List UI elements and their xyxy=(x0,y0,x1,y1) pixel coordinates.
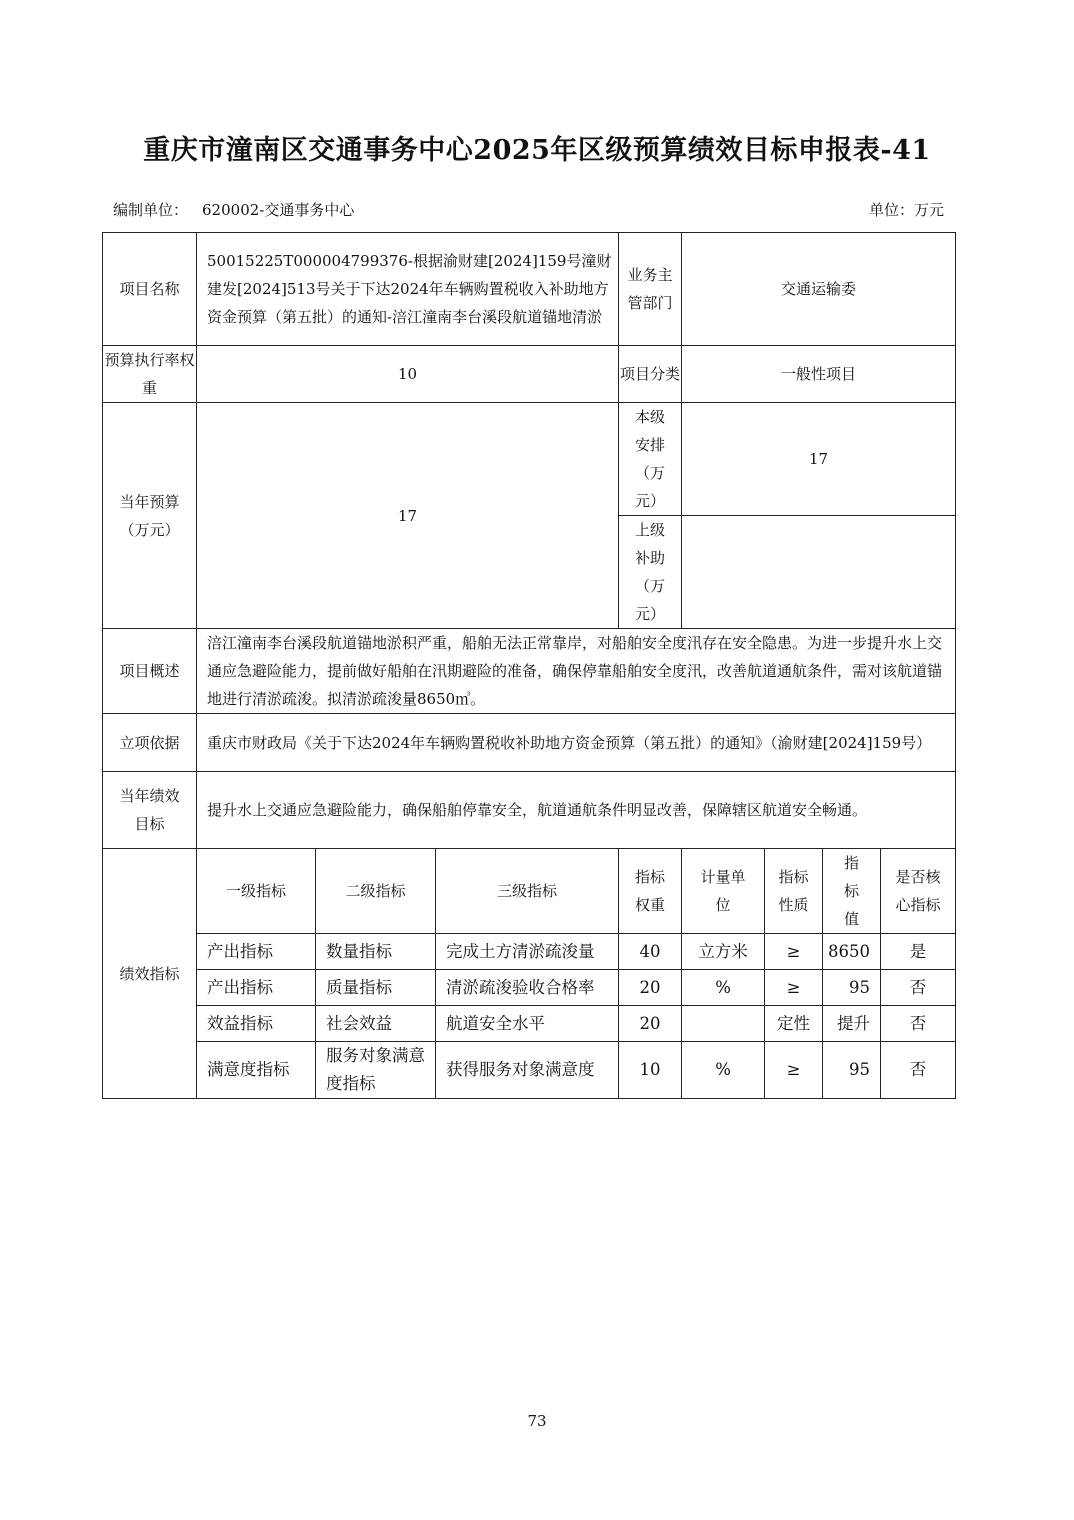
perf-l2: 服务对象满意度指标 xyxy=(316,1042,436,1099)
perf-l1: 产出指标 xyxy=(197,934,316,970)
perf-core: 否 xyxy=(881,1042,956,1099)
perf-header-nature: 指标性质 xyxy=(765,849,823,934)
perf-unit xyxy=(682,1006,765,1042)
perf-label: 绩效指标 xyxy=(103,849,197,1099)
basis-row xyxy=(103,714,956,772)
perf-l3: 完成土方清淤疏浚量 xyxy=(436,934,619,970)
page-number: 73 xyxy=(527,1412,547,1430)
unit-label: 编制单位： xyxy=(113,201,189,219)
unit-value: 620002-交通事务中心 xyxy=(202,201,355,219)
perf-l1: 产出指标 xyxy=(197,970,316,1006)
perf-value: 95 xyxy=(823,970,881,1006)
perf-l2: 质量指标 xyxy=(316,970,436,1006)
dept-label: 业务主管部门 xyxy=(619,233,682,346)
page-title: 重庆市潼南区交通事务中心2025年区级预算绩效目标申报表-41 xyxy=(143,135,931,166)
perf-l2: 社会效益 xyxy=(316,1006,436,1042)
project-name-label: 项目名称 xyxy=(103,233,197,346)
perf-weight: 20 xyxy=(619,1006,682,1042)
perf-weight: 20 xyxy=(619,970,682,1006)
dept-value: 交通运输委 xyxy=(682,233,956,346)
overview-row xyxy=(103,629,956,714)
goal-row xyxy=(103,772,956,849)
perf-weight: 40 xyxy=(619,934,682,970)
budget-value: 17 xyxy=(197,403,619,629)
perf-l3: 获得服务对象满意度 xyxy=(436,1042,619,1099)
perf-core: 否 xyxy=(881,970,956,1006)
perf-core: 否 xyxy=(881,1006,956,1042)
perf-unit: 立方米 xyxy=(682,934,765,970)
basis-label: 立项依据 xyxy=(103,714,197,772)
overview-value: 涪江潼南李台溪段航道锚地淤积严重，船舶无法正常靠岸，对船舶安全度汛存在安全隐患。为进一步提升水上交通应急避险能力，提前做好船舶在汛期避险的准备，确保停靠船舶安全度汛，改善航道通航条件，需对该航道锚地进行清淤疏浚。拟清淤疏浚量8650㎥。 xyxy=(197,629,956,714)
perf-value: 提升 xyxy=(823,1006,881,1042)
perf-value: 8650 xyxy=(823,934,881,970)
table-row xyxy=(103,934,956,970)
perf-l1: 效益指标 xyxy=(197,1006,316,1042)
perf-weight: 10 xyxy=(619,1042,682,1099)
budget-table xyxy=(102,232,956,1099)
budget-row xyxy=(103,403,956,516)
table-row xyxy=(103,1006,956,1042)
local-value: 17 xyxy=(682,403,956,516)
perf-header-core: 是否核心指标 xyxy=(881,849,956,934)
project-name-value: 50015225T000004799376-根据渝财建[2024]159号潼财建发[2024]513号关于下达2024年车辆购置税收入补助地方资金预算（第五批）的通知-涪江潼南李台溪段航道锚地清淤 xyxy=(197,233,619,346)
category-label: 项目分类 xyxy=(619,346,682,403)
perf-header-weight: 指标权重 xyxy=(619,849,682,934)
subsidy-value xyxy=(682,516,956,629)
perf-unit: % xyxy=(682,1042,765,1099)
table-row xyxy=(103,970,956,1006)
goal-value: 提升水上交通应急避险能力，确保船舶停靠安全，航道通航条件明显改善，保障辖区航道安全畅通。 xyxy=(197,772,956,849)
perf-header-unit: 计量单位 xyxy=(682,849,765,934)
perf-nature: ≥ xyxy=(765,934,823,970)
category-value: 一般性项目 xyxy=(682,346,956,403)
perf-nature: 定性 xyxy=(765,1006,823,1042)
perf-value: 95 xyxy=(823,1042,881,1099)
basis-value: 重庆市财政局《关于下达2024年车辆购置税收补助地方资金预算（第五批）的通知》（渝财建[2024]159号） xyxy=(197,714,956,772)
perf-l1: 满意度指标 xyxy=(197,1042,316,1099)
perf-header-value: 指标值 xyxy=(823,849,881,934)
exec-rate-value: 10 xyxy=(197,346,619,403)
local-label: 本级安排（万元） xyxy=(619,403,682,516)
goal-label: 当年绩效目标 xyxy=(103,772,197,849)
exec-rate-label: 预算执行率权重 xyxy=(103,346,197,403)
perf-l2: 数量指标 xyxy=(316,934,436,970)
perf-header-row xyxy=(103,849,956,934)
table-row xyxy=(103,1042,956,1099)
perf-l3: 清淤疏浚验收合格率 xyxy=(436,970,619,1006)
perf-header-l1: 一级指标 xyxy=(197,849,316,934)
perf-l3: 航道安全水平 xyxy=(436,1006,619,1042)
perf-unit: % xyxy=(682,970,765,1006)
perf-nature: ≥ xyxy=(765,970,823,1006)
compiling-unit xyxy=(113,199,354,220)
overview-label: 项目概述 xyxy=(103,629,197,714)
currency-unit: 单位：万元 xyxy=(868,201,944,219)
perf-header-l3: 三级指标 xyxy=(436,849,619,934)
perf-header-l2: 二级指标 xyxy=(316,849,436,934)
exec-rate-row xyxy=(103,346,956,403)
perf-nature: ≥ xyxy=(765,1042,823,1099)
perf-core: 是 xyxy=(881,934,956,970)
project-name-row xyxy=(103,233,956,346)
subsidy-label: 上级补助（万元） xyxy=(619,516,682,629)
budget-label: 当年预算（万元） xyxy=(103,403,197,629)
